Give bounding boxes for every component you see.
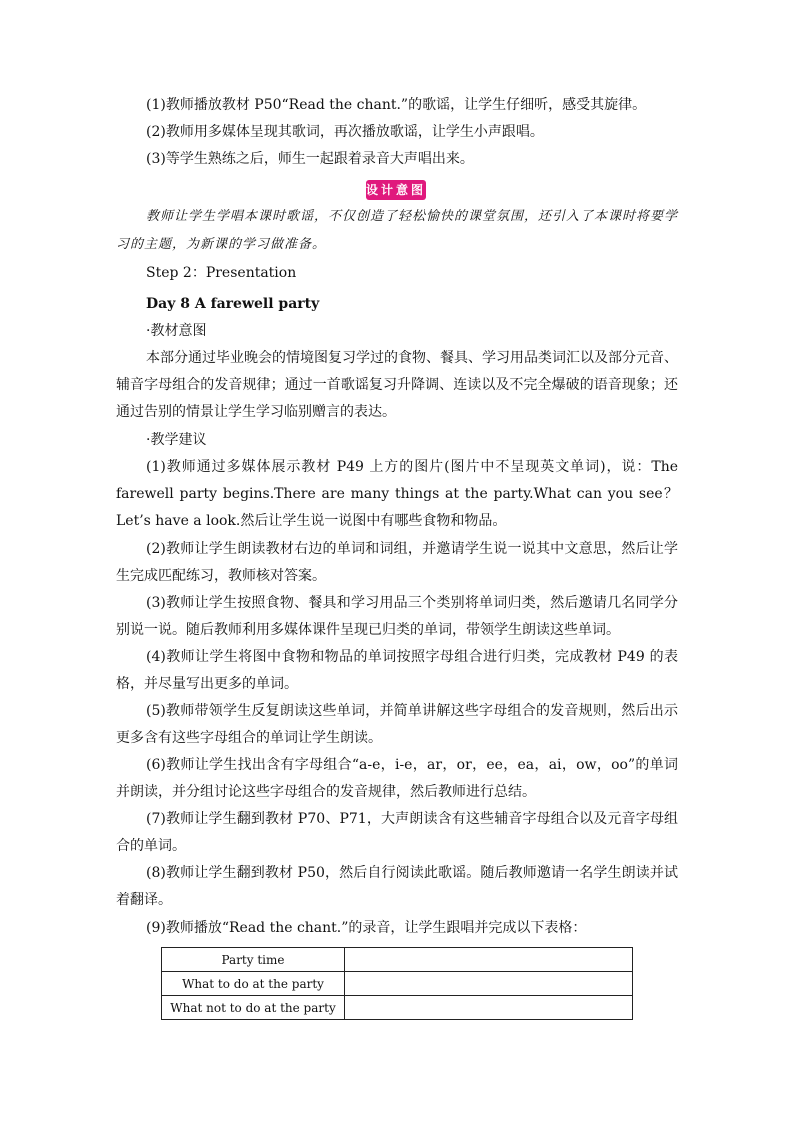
suggestion-1: (1)教师通过多媒体展示教材 P49 上方的图片(图片中不呈现英文单词)，说：The farewell party begins.There are many things at the party.What can you see？Let’s have a look.然后让学生说一说图中有哪些食物和物品。 — [116, 459, 678, 529]
design-intent-text: 教师让学生学唱本课时歌谣，不仅创造了轻松愉快的课堂氛围，还引入了本课时将要学习的主题，为新课的学习做准备。 — [116, 209, 679, 252]
table-row — [162, 996, 633, 1020]
step-2-heading: Step 2：Presentation — [146, 265, 297, 281]
intro-step-1: (1)教师播放教材 P50“Read the chant.”的歌谣，让学生仔细听，感受其旋律。 — [146, 97, 647, 113]
table-row — [162, 948, 633, 972]
table-cell-value — [345, 972, 633, 996]
table-cell-label: Party time — [162, 948, 345, 972]
suggestion-9: (9)教师播放“Read the chant.”的录音，让学生跟唱并完成以下表格： — [146, 920, 587, 936]
table-cell-label: What not to do at the party — [162, 996, 345, 1020]
intro-step-2: (2)教师用多媒体呈现其歌词，再次播放歌谣，让学生小声跟唱。 — [146, 124, 544, 140]
suggestion-2: (2)教师让学生朗读教材右边的单词和词组，并邀请学生说一说其中文意思，然后让学生完成匹配练习，教师核对答案。 — [116, 541, 678, 584]
suggestion-4: (4)教师让学生将图中食物和物品的单词按照字母组合进行归类，完成教材 P49 的表格，并尽量写出更多的单词。 — [116, 649, 678, 692]
day-title: Day 8 A farewell party — [146, 296, 320, 312]
party-table — [161, 947, 633, 1020]
section-text-textbook-intent: 本部分通过毕业晚会的情境图复习学过的食物、餐具、学习用品类词汇以及部分元音、辅音字母组合的发音规律；通过一首歌谣复习升降调、连读以及不完全爆破的语音现象；还通过告别的情景让学生学习临别赠言的表达。 — [116, 350, 678, 420]
table-row — [162, 972, 633, 996]
table-cell-label: What to do at the party — [162, 972, 345, 996]
suggestion-8: (8)教师让学生翻到教材 P50，然后自行阅读此歌谣。随后教师邀请一名学生朗读并试着翻译。 — [116, 865, 678, 908]
design-intent-badge: 设计意图 — [366, 180, 426, 200]
section-title-teaching-suggestions: ·教学建议 — [146, 432, 207, 448]
intro-step-3: (3)等学生熟练之后，师生一起跟着录音大声唱出来。 — [146, 151, 474, 167]
suggestion-7: (7)教师让学生翻到教材 P70、P71，大声朗读含有这些辅音字母组合以及元音字母组合的单词。 — [116, 811, 678, 854]
table-cell-value — [345, 996, 633, 1020]
table-cell-value — [345, 948, 633, 972]
suggestion-3: (3)教师让学生按照食物、餐具和学习用品三个类别将单词归类，然后邀请几名同学分别说一说。随后教师利用多媒体课件呈现已归类的单词，带领学生朗读这些单词。 — [116, 595, 678, 638]
suggestion-6: (6)教师让学生找出含有字母组合“a-e，i-e，ar，or，ee，ea，ai，ow，oo”的单词并朗读，并分组讨论这些字母组合的发音规律，然后教师进行总结。 — [116, 757, 678, 800]
suggestion-5: (5)教师带领学生反复朗读这些单词，并简单讲解这些字母组合的发音规则，然后出示更多含有这些字母组合的单词让学生朗读。 — [116, 703, 678, 746]
section-title-textbook-intent: ·教材意图 — [146, 323, 207, 339]
